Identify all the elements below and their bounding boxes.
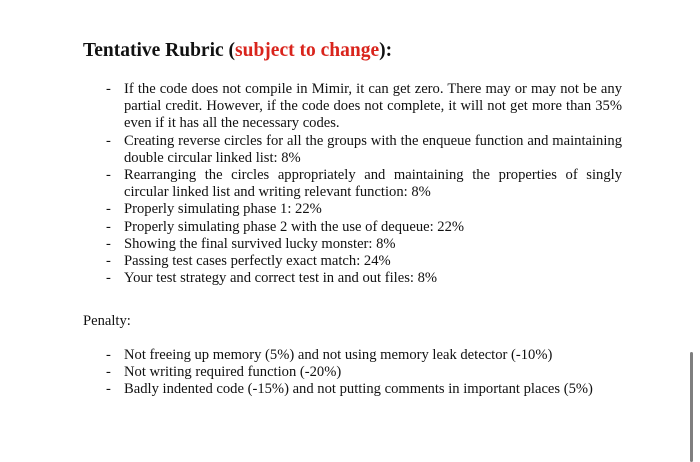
rubric-heading [83, 40, 392, 62]
rubric-item-text: If the code does not compile in Mimir, it can get zero. There may or may not be any partial credit. However, if the code does not complete, it will not get more than 35% even if it has all the necessary codes. [124, 81, 622, 132]
penalty-item [106, 347, 622, 364]
bullet-dash: - [106, 201, 111, 218]
rubric-item [106, 270, 622, 287]
rubric-item [106, 236, 622, 253]
rubric-item [106, 133, 622, 167]
scrollbar-thumb[interactable] [690, 352, 693, 462]
rubric-item-text: Properly simulating phase 1: 22% [124, 201, 322, 218]
penalty-item [106, 381, 622, 398]
rubric-item-text: Showing the final survived lucky monster: 8% [124, 235, 396, 252]
penalty-list [106, 347, 622, 399]
rubric-item [106, 81, 622, 133]
rubric-item-text: Rearranging the circles appropriately and maintaining the properties of singly circular linked list and writing relevant function: 8% [124, 167, 622, 201]
penalty-label: Penalty: [83, 313, 131, 329]
bullet-dash: - [106, 364, 111, 381]
bullet-dash: - [106, 218, 111, 235]
rubric-item-text: Your test strategy and correct test in and out files: 8% [124, 270, 438, 287]
rubric-item [106, 201, 622, 218]
heading-suffix: ): [379, 40, 393, 61]
bullet-dash: - [106, 347, 111, 363]
rubric-list [106, 81, 622, 287]
heading-prefix: Tentative Rubric ( [83, 40, 236, 61]
bullet-dash: - [106, 381, 111, 398]
rubric-item-text: Properly simulating phase 2 with the use of dequeue: 22% [124, 218, 465, 235]
rubric-item [106, 167, 622, 201]
bullet-dash: - [106, 81, 111, 97]
rubric-item [106, 253, 622, 270]
penalty-item-text: Not writing required function (-20%) [124, 364, 342, 381]
rubric-item-text: Creating reverse circles for all the groups with the enqueue function and maintaining double circular linked list: 8% [124, 132, 622, 166]
heading-highlight: subject to change [235, 40, 380, 61]
rubric-item [106, 219, 622, 236]
bullet-dash: - [106, 132, 111, 149]
bullet-dash: - [106, 270, 111, 287]
bullet-dash: - [106, 167, 111, 184]
rubric-item-text: Passing test cases perfectly exact match: 24% [124, 253, 391, 270]
penalty-item [106, 364, 622, 381]
bullet-dash: - [106, 253, 111, 270]
penalty-item-text: Badly indented code (-15%) and not putting comments in important places (5%) [124, 381, 593, 398]
penalty-item-text: Not freeing up memory (5%) and not using memory leak detector (-10%) [124, 347, 553, 363]
bullet-dash: - [106, 235, 111, 252]
